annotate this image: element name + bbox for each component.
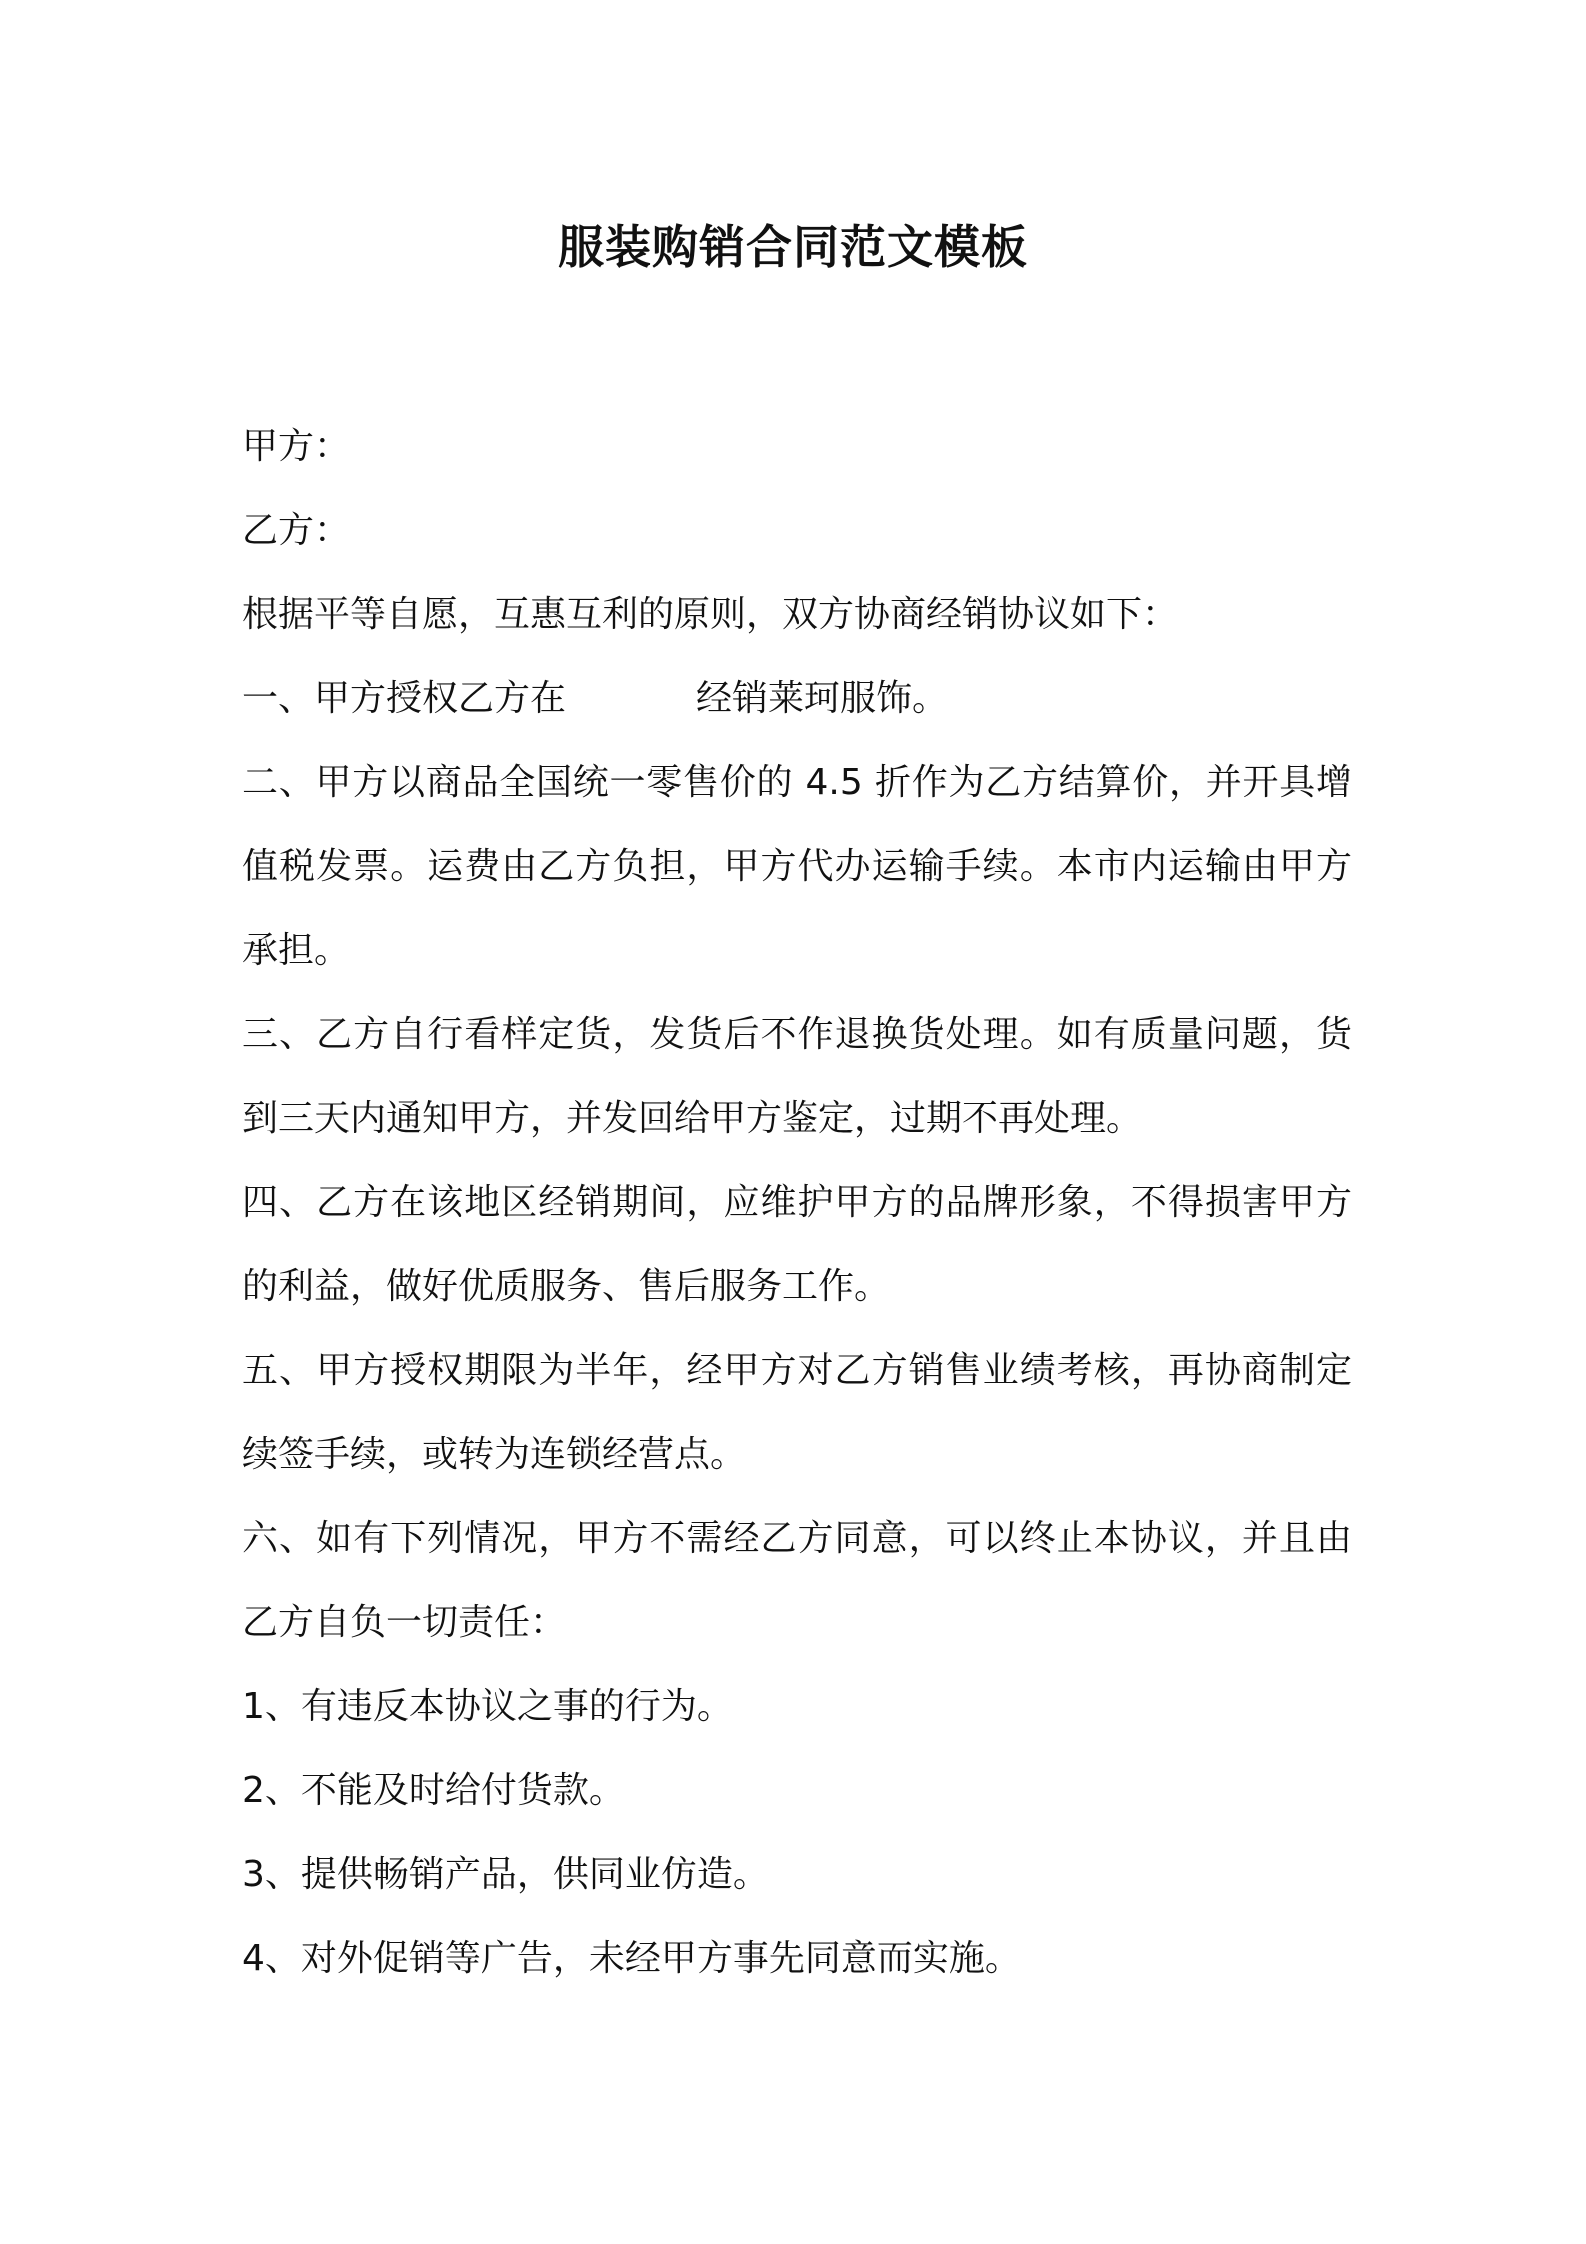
clause-1 (242, 657, 1352, 741)
clause-2: 二、甲方以商品全国统一零售价的 4.5 折作为乙方结算价，并开具增值税发票。运费由乙方负担，甲方代办运输手续。本市内运输由甲方承担。 (242, 762, 1352, 971)
list-item: 2、不能及时给付货款。 (242, 1770, 625, 1811)
clause-5: 五、甲方授权期限为半年，经甲方对乙方销售业绩考核，再协商制定续签手续，或转为连锁经营点。 (242, 1350, 1352, 1475)
list-item: 4、对外促销等广告，未经甲方事先同意而实施。 (242, 1938, 1021, 1979)
party-a-line: 甲方： (242, 426, 351, 467)
document-body (242, 405, 1352, 2001)
list-item: 3、提供畅销产品，供同业仿造。 (242, 1854, 769, 1895)
clause-4: 四、乙方在该地区经销期间，应维护甲方的品牌形象，不得损害甲方的利益，做好优质服务、售后服务工作。 (242, 1182, 1352, 1307)
preamble-paragraph: 根据平等自愿，互惠互利的原则，双方协商经销协议如下： (242, 594, 1179, 635)
party-b-line: 乙方： (242, 510, 351, 551)
list-item: 1、有违反本协议之事的行为。 (242, 1686, 733, 1727)
clause-1-end: 经销莱珂服饰。 (696, 678, 949, 719)
document-title: 服装购销合同范文模板 (558, 220, 1028, 274)
clause-1-start: 一、甲方授权乙方在 (242, 678, 567, 719)
clause-6: 六、如有下列情况，甲方不需经乙方同意，可以终止本协议，并且由乙方自负一切责任： (242, 1518, 1352, 1643)
clause-3: 三、乙方自行看样定货，发货后不作退换货处理。如有质量问题，货到三天内通知甲方，并发回给甲方鉴定，过期不再处理。 (242, 1014, 1352, 1139)
